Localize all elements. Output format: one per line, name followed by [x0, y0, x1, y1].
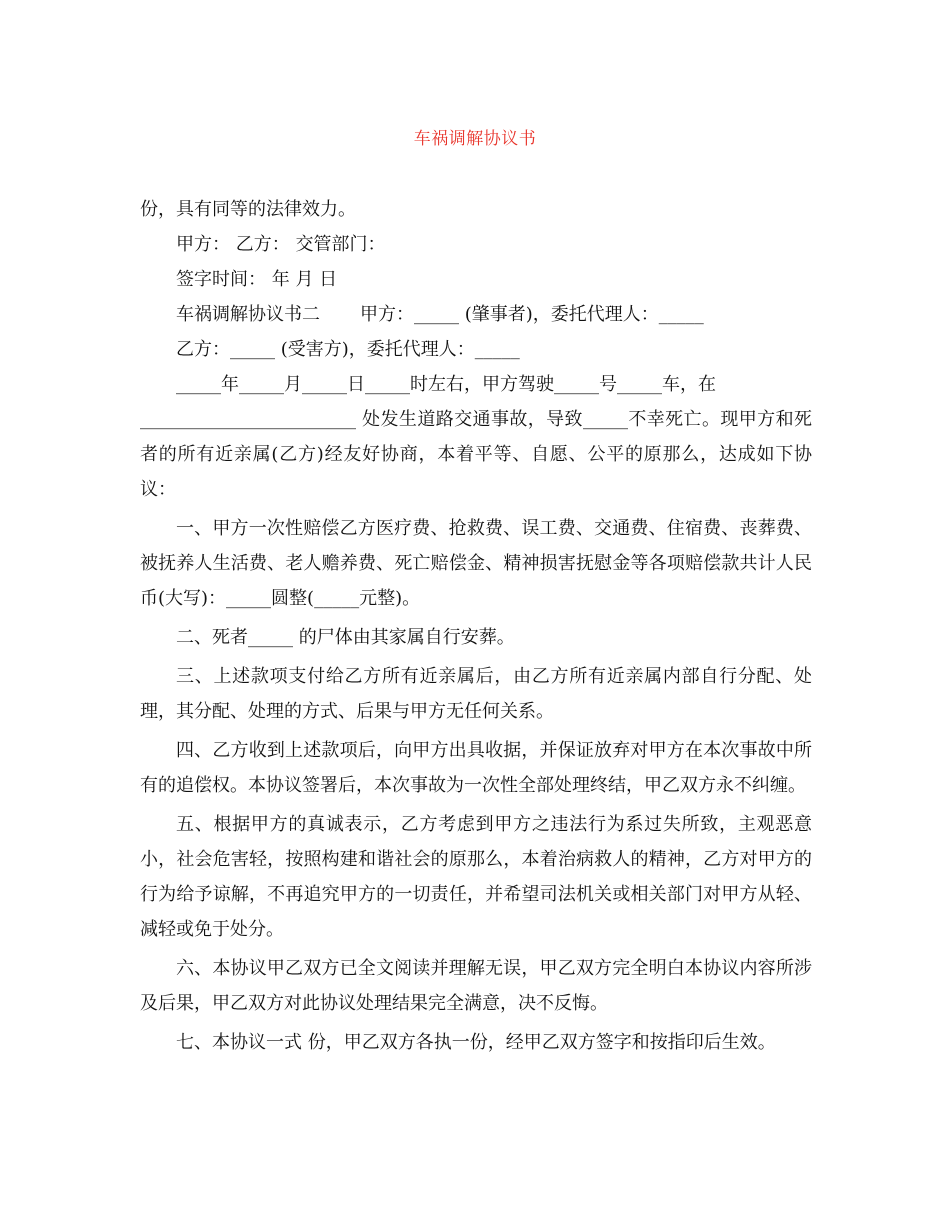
clause-3: 三、上述款项支付给乙方所有近亲属后，由乙方所有近亲属内部自行分配、处理，其分配、处理的方式、后果与甲方无任何关系。	[140, 666, 812, 722]
accident-date-line: _____年_____月_____日_____时左右，甲方驾驶_____号_____车，在	[176, 374, 716, 395]
accident-location-paragraph: ________________________ 处发生道路交通事故，导致_____不幸死亡。现甲方和死者的所有近亲属(乙方)经友好协商，本着平等、自愿、公平的原那么，达成如下协议：	[140, 409, 812, 500]
party-b-line: 乙方：_____ (受害方)，委托代理人：_____	[176, 339, 520, 360]
party-a-line: 甲方：_____ (肇事者)，委托代理人：_____	[360, 304, 704, 325]
clause-7: 七、本协议一式 份，甲乙双方各执一份，经甲乙双方签字和按指印后生效。	[176, 1032, 776, 1053]
clause-1: 一、甲方一次性赔偿乙方医疗费、抢救费、误工费、交通费、住宿费、丧葬费、被抚养人生活费、老人赡养费、死亡赔偿金、精神损害抚慰金等各项赔偿款共计人民币(大写)：_____圆整(_____元整)。	[140, 518, 812, 609]
party-line: 甲方： 乙方： 交管部门：	[176, 234, 386, 255]
document-body	[140, 192, 812, 1060]
clause-5: 五、根据甲方的真诚表示，乙方考虑到甲方之违法行为系过失所致，主观恶意小，社会危害轻，按照构建和谐社会的原那么，本着治病救人的精神，乙方对甲方的行为给予谅解，不再追究甲方的一切责任，并希望司法机关或相关部门对甲方从轻、减轻或免于处分。	[140, 814, 812, 940]
signature-date-line: 签字时间： 年 月 日	[176, 269, 338, 290]
agreement-two-heading-line	[140, 297, 812, 332]
document-title: 车祸调解协议书	[413, 129, 537, 149]
paragraph-line-1: 份，具有同等的法律效力。	[140, 199, 356, 220]
clause-4: 四、乙方收到上述款项后，向甲方出具收据，并保证放弃对甲方在本次事故中所有的追偿权。本协议签署后，本次事故为一次性全部处理终结，甲乙双方永不纠缠。	[140, 740, 812, 796]
agreement-two-title: 车祸调解协议书二	[176, 304, 320, 325]
clause-2: 二、死者_____ 的尸体由其家属自行安葬。	[176, 627, 515, 648]
clause-6: 六、本协议甲乙双方已全文阅读并理解无误，甲乙双方完全明白本协议内容所涉及后果，甲乙双方对此协议处理结果完全满意，决不反悔。	[140, 958, 812, 1014]
